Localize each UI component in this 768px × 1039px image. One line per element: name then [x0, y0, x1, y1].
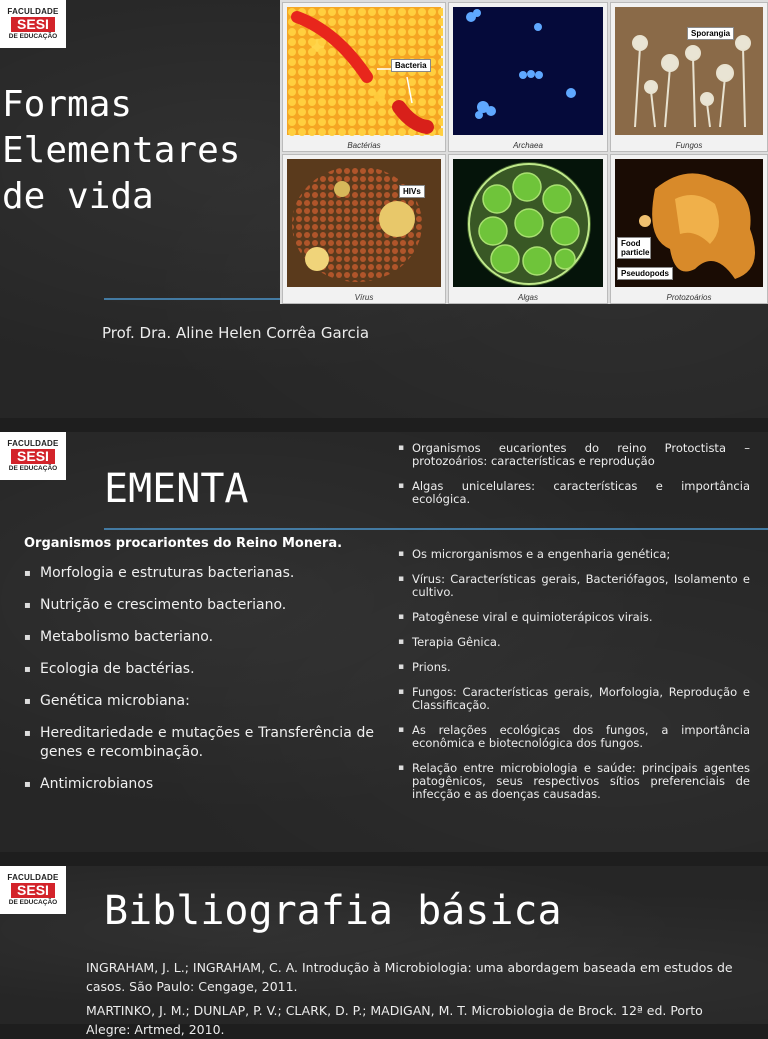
faculdade-sesi-logo: [0, 432, 66, 480]
image-caption: Algas: [517, 293, 538, 302]
logo-line1: FACULDADE: [7, 873, 59, 882]
left-topic-list: [24, 564, 374, 807]
bacteria-label: Bacteria: [391, 59, 431, 72]
list-item: ▪ Ecologia de bactérias.: [24, 660, 374, 679]
right-top-topic-list: [398, 442, 750, 518]
image-archaea: [448, 2, 608, 152]
reference-item: MARTINKO, J. M.; DUNLAP, P. V.; CLARK, D. P.; MADIGAN, M. T. Microbiologia de Brock. 12ª ed. Porto Alegre: Artmed, 2010.: [86, 1003, 703, 1037]
list-item: ▪ As relações ecológicas dos fungos, a importância econômica e biotecnológica dos fungos.: [398, 724, 750, 750]
logo-line3: DE EDUCAÇÃO: [8, 33, 58, 40]
faculdade-sesi-logo: [0, 0, 66, 48]
image-protozoa: [610, 154, 768, 304]
list-item: ▪ Patogênese viral e quimioterápicos virais.: [398, 611, 750, 624]
list-item: ▪ Nutrição e crescimento bacteriano.: [24, 596, 374, 615]
left-heading: Organismos procariontes do Reino Monera.: [24, 536, 343, 551]
food-particle-label: Food particle: [617, 237, 651, 259]
list-item: ▪ Prions.: [398, 661, 750, 674]
list-item: ▪ Genética microbiana:: [24, 692, 374, 711]
slide-title: [0, 0, 768, 418]
reference-item: INGRAHAM, J. L.; INGRAHAM, C. A. Introdução à Microbiologia: uma abordagem baseada em estudos de casos. São Paulo: Cengage, 2011.: [86, 960, 733, 994]
hivs-label: HIVs: [399, 185, 425, 198]
bibliography-title: Bibliografia básica: [104, 888, 562, 934]
image-fungi: [610, 2, 768, 152]
slide-title-heading: [2, 82, 240, 220]
image-caption: Protozoários: [666, 293, 712, 302]
logo-line2: SESI: [11, 883, 55, 898]
title-line: Elementares: [2, 130, 241, 171]
logo-line3: DE EDUCAÇÃO: [8, 465, 58, 472]
logo-line2: SESI: [11, 17, 55, 32]
sporangia-label: Sporangia: [687, 27, 734, 40]
bacteria-illustration: [287, 7, 443, 137]
divider-line: [104, 528, 768, 530]
ementa-title: EMENTA: [104, 466, 249, 512]
list-item: ▪ Terapia Gênica.: [398, 636, 750, 649]
list-item: ▪ Relação entre microbiologia e saúde: principais agentes patogênicos, seus respectivos sítios preferenciais de infecção e as doenças causadas.: [398, 762, 750, 801]
title-line: Formas: [2, 84, 133, 125]
faculdade-sesi-logo: [0, 866, 66, 914]
right-topic-list: [398, 548, 750, 813]
title-line: de vida: [2, 176, 154, 217]
pseudopods-label: Pseudopods: [617, 267, 673, 280]
list-item: ▪ Morfologia e estruturas bacterianas.: [24, 564, 374, 583]
archaea-illustration: [453, 7, 605, 137]
logo-line1: FACULDADE: [7, 7, 59, 16]
list-item: ▪ Vírus: Características gerais, Bacteriófagos, Isolamento e cultivo.: [398, 573, 750, 599]
algae-illustration: [453, 159, 605, 289]
image-virus: [282, 154, 446, 304]
slide-ementa: [0, 432, 768, 852]
image-caption: Fungos: [675, 141, 703, 150]
image-caption: Bactérias: [347, 141, 381, 150]
list-item: ▪ Antimicrobianos: [24, 775, 374, 794]
image-caption: Vírus: [354, 293, 374, 302]
list-item: ▪ Os microrganismos e a engenharia genética;: [398, 548, 750, 561]
list-item: ▪ Metabolismo bacteriano.: [24, 628, 374, 647]
list-item: ▪ Algas unicelulares: características e importância ecológica.: [398, 480, 750, 506]
image-bacteria: [282, 2, 446, 152]
author-name: Prof. Dra. Aline Helen Corrêa Garcia: [102, 324, 370, 342]
logo-line3: DE EDUCAÇÃO: [8, 899, 58, 906]
image-caption: Archaea: [513, 141, 543, 150]
microorganism-image-grid: [280, 0, 768, 304]
virus-illustration: [287, 159, 443, 289]
image-algae: [448, 154, 608, 304]
logo-line2: SESI: [11, 449, 55, 464]
slide-bibliography: [0, 866, 768, 1037]
list-item: ▪ Fungos: Características gerais, Morfologia, Reprodução e Classificação.: [398, 686, 750, 712]
list-item: ▪ Organismos eucariontes do reino Protoctista – protozoários: características e reprodução: [398, 442, 750, 468]
list-item: ▪ Hereditariedade e mutações e Transferência de genes e recombinação.: [24, 724, 374, 762]
logo-line1: FACULDADE: [7, 439, 59, 448]
